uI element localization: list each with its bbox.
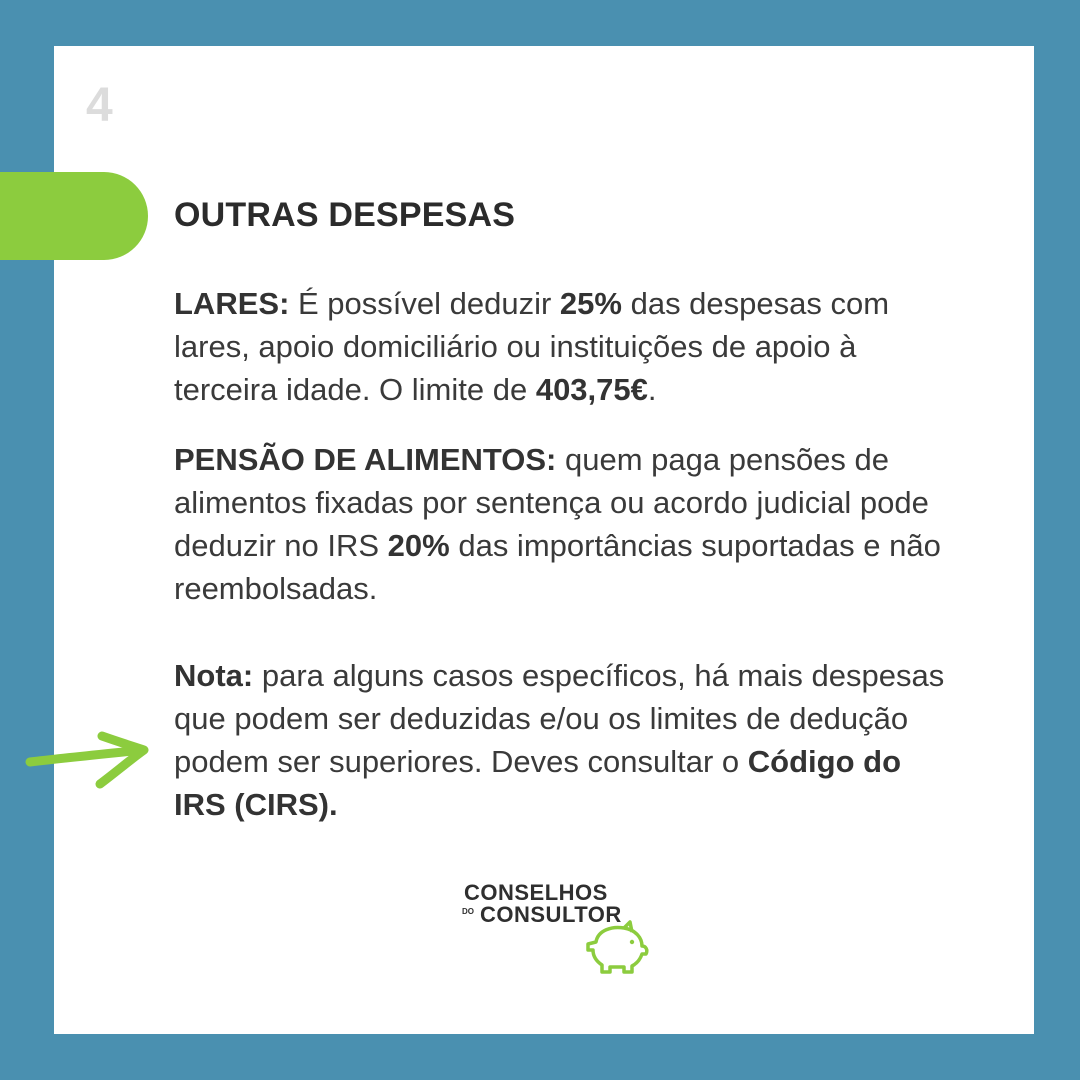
pensao-text-1: quem paga pensões de alimentos fixadas por sentença ou acordo judicial pode deduzir no IRS: [174, 442, 929, 563]
lares-text-2: das despesas com lares, apoio domiciliário ou instituições de apoio à terceira idade. O limite de: [174, 286, 890, 407]
lares-percent: 25%: [559, 286, 622, 321]
lares-label: LARES:: [174, 286, 290, 321]
piggy-bank-icon: [582, 920, 652, 976]
lares-text-1: É possível deduzir: [289, 286, 560, 321]
pensao-paragraph: [174, 438, 954, 610]
nota-label: Nota:: [174, 658, 254, 693]
nota-paragraph: [174, 654, 954, 826]
nota-code-ref: Código do IRS (CIRS).: [174, 744, 902, 822]
logo-line-2: CONSULTOR: [480, 902, 622, 927]
brand-logo: [460, 880, 660, 980]
arrow-right-icon: [24, 728, 154, 794]
pensao-text-2: das importâncias suportadas e não reembolsadas.: [174, 528, 941, 606]
lares-paragraph: [174, 282, 954, 411]
green-accent-tab: [0, 172, 148, 260]
lares-text-3: .: [647, 372, 657, 407]
pensao-percent: 20%: [387, 528, 450, 563]
pensao-label: PENSÃO DE ALIMENTOS:: [174, 442, 557, 477]
logo-do: DO: [462, 907, 474, 916]
nota-text-1: para alguns casos específicos, há mais despesas que podem ser deduzidas e/ou os limites de dedução podem ser superiores. Deves consultar o: [174, 658, 945, 779]
logo-line-1: CONSELHOS: [464, 880, 608, 905]
page-number: 4: [86, 79, 113, 132]
lares-limit: 403,75€: [535, 372, 648, 407]
section-title: OUTRAS DESPESAS: [174, 196, 516, 234]
